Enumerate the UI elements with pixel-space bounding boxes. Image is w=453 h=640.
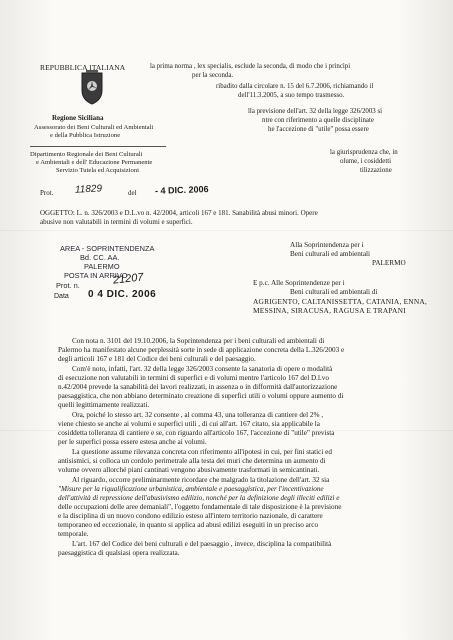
dipartimento-line-1: Dipartimento Regionale dei Beni Culturali xyxy=(30,151,143,158)
header-divider xyxy=(30,146,166,147)
stamp-date-value: 0 4 DIC. 2006 xyxy=(88,289,157,300)
recipient-b-line-2: Beni culturali ed ambientali di xyxy=(290,288,378,296)
body-line: degli articoli 167 e 181 del Codice dei beni culturali e del paesaggio. xyxy=(58,355,256,363)
body-line: di esecuzione non valutabili in termini di superfici e di volumi mentre l'articolo 167 del D.l.vo xyxy=(58,374,329,382)
recipient-a-line-1: Alla Soprintendenza per i xyxy=(290,241,364,249)
overlap-text-line: ribadito dalla circolare n. 15 del 6.7.2006, richiamando il xyxy=(216,83,374,90)
assessorato-line-2: e della Pubblica Istruzione xyxy=(50,132,121,139)
overlap-text-line: la prima norma , lex specialis, esclude la seconda, di modo che i princìpi xyxy=(150,63,351,70)
body-line: "Misure per la riqualificazione urbanistica, ambientale e paesaggistica, per l'incentivazione xyxy=(58,485,324,493)
recipient-b-line-3: AGRIGENTO, CALTANISSETTA, CATANIA, ENNA, xyxy=(253,297,427,306)
overlap-text-line: lla previsione dell'art. 32 della legge 326/2003 si xyxy=(248,108,383,115)
body-line: Con nota n. 3101 del 19.10.2006, la Soprintendenza per i beni culturali ed ambientali di xyxy=(72,337,325,345)
dipartimento-line-3: Servizio Tutela ed Acquisizioni xyxy=(56,167,139,174)
stamp-line-1: AREA - SOPRINTENDENZA xyxy=(60,244,155,253)
body-line: L'art. 167 del Codice dei beni culturali e del paesaggio , invece, disciplina la compatibilità xyxy=(72,540,332,548)
stamp-line-3: PALERMO xyxy=(84,262,120,271)
recipient-a-line-3: PALERMO xyxy=(372,259,406,267)
subject-line-2: abusive non valutabili in termini di volumi e superfici. xyxy=(40,218,193,226)
stamp-line-2: Bd. CC. AA. xyxy=(80,253,120,262)
body-line: Al riguardo, occorre preliminarmente ricordare che malgrado la titolazione dell'art. 32 sia xyxy=(72,476,330,484)
recipient-b-line-1: E p.c. Alle Soprintendenze per i xyxy=(253,279,345,287)
body-line: cosiddetta tolleranza di cantiere e se, con riguardo all'articolo 167, l'accezione di "utile" prevista xyxy=(58,429,335,437)
body-line: n.42/2004 prevede la sanabilità dei lavori realizzati, in assenza o in difformità dall'autorizzazione xyxy=(58,383,338,391)
overlap-text-line: he l'accezione di "utile" possa essere xyxy=(268,126,369,133)
protocol-label: Prot. xyxy=(40,189,54,197)
protocol-number: 11829 xyxy=(74,183,103,196)
body-line: Com'è noto, infatti, l'art. 32 della legge 326/2003 consente la sanatoria di opere o modalità xyxy=(72,365,333,373)
body-line: paesaggistica, che non abbiano determinato creazione di superfici utili o volumi oppure aumento di xyxy=(58,392,344,400)
protocol-date: - 4 DIC. 2006 xyxy=(154,184,209,196)
overlap-text-line: la giurisprudenza che, in xyxy=(330,149,398,156)
body-line: Palermo ha manifestato alcune perplessità sorte in sede di applicazione concreta della L.326/2003 e xyxy=(58,346,345,354)
protocol-del-label: del xyxy=(128,189,137,197)
recipient-a-line-2: Beni culturali ed ambientali xyxy=(290,250,371,258)
stamp-number-value: 21207 xyxy=(112,271,145,287)
body-line: dell'attività di repressione dell'abusivismo edilizio, nonché per la definizione degli illeciti edilizi e xyxy=(58,494,340,502)
stamp-number-label: Prot. n. xyxy=(56,281,80,290)
dipartimento-line-2: e Ambientali e dell' Educazione Permanente xyxy=(36,159,153,166)
body-line: antisismici, si colloca un cordolo perimetrale alla testa dei muri che determina un aumento di xyxy=(58,457,326,465)
body-line: La questione assume rilevanza concreta con riferimento all'ipotesi in cui, per fini statici ed xyxy=(72,448,332,456)
overlap-text-line: per la seconda. xyxy=(192,72,234,79)
region-emblem-icon xyxy=(78,70,106,106)
region-name: Regione Siciliana xyxy=(52,114,104,122)
assessorato-line-1: Assessorato dei Beni Culturali ed Ambientali xyxy=(34,124,154,131)
body-line: temporale. xyxy=(58,530,89,538)
republic-heading: REPUBBLICA ITALIANA xyxy=(40,63,126,72)
body-line: delle occupazioni delle aree demaniali", l'oggetto fondamentale di tale disposizione è la previsione xyxy=(58,503,342,511)
body-line: viene chiesto se anche ai volumi e superfici utili , di cui all'art. 167 citato, sia applicabile la xyxy=(58,420,320,428)
subject-line-1: OGGETTO: L. n. 326/2003 e D.L.vo n. 42/2004, articoli 167 e 181. Sanabilità abusi minori. Opere xyxy=(40,209,318,217)
stamp-date-label: Data xyxy=(54,293,69,300)
body-line: e la disciplina di un nuovo condono edilizio esteso all'intero territorio nazionale, di carattere xyxy=(58,512,323,520)
body-line: paesaggistica di qualsiasi opera realizzata. xyxy=(58,549,180,557)
body-line: quelli legittimamente realizzati. xyxy=(58,401,150,409)
recipient-b-line-4: MESSINA, SIRACUSA, RAGUSA E TRAPANI xyxy=(253,306,406,315)
overlap-text-line: tilizzazione xyxy=(360,167,392,174)
overlap-text-line: ntre con riferimento a quelle disciplinate xyxy=(262,117,374,124)
body-line: volume ovvero allorché piani cantinati vengono abusivamente trasformati in semicantinati. xyxy=(58,466,320,474)
scan-fold-line xyxy=(0,230,453,231)
stamp-line-4: POSTA IN ARRIVO xyxy=(64,271,128,280)
overlap-text-line: dell'11.3.2005, a suo tempo trasmesso. xyxy=(238,92,345,99)
body-line: per le superfici possa essere estesa anche ai volumi. xyxy=(58,438,207,446)
body-line: temporaneo ed eccezionale, in quanto si applica ad abusi edilizi eseguiti in un preciso arco xyxy=(58,521,319,529)
overlap-text-line: olume, i cosiddetti xyxy=(340,158,392,165)
body-line: Ora, poiché lo stesso art. 32 consente , al comma 43, una tolleranza di cantiere del 2% , xyxy=(72,411,324,419)
